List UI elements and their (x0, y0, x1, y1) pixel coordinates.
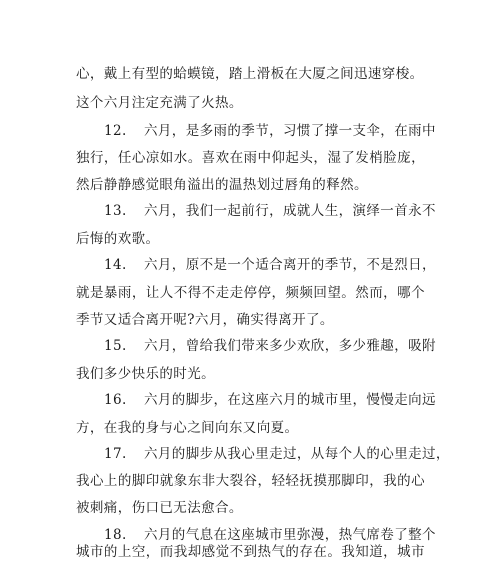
item-number: 15. (104, 338, 127, 354)
text-line: 被刺痛，伤口已无法愈合。 (76, 500, 243, 516)
item-text: 六月，原不是一个适合离开的季节，不是烈日， (144, 257, 436, 273)
item-number: 17. (104, 446, 127, 462)
text-line: 我心上的脚印就象东非大裂谷，轻轻抚摸那脚印，我的心 (76, 473, 425, 489)
text-line: 季节又适合离开呢?六月，确实得离开了。 (76, 312, 334, 328)
item-text: 六月，我们一起前行，成就人生，演绎一首永不 (144, 203, 436, 219)
item-number: 12. (104, 123, 127, 139)
item-text: 六月的脚步，在这座六月的城市里，慢慢走向远 (144, 392, 436, 408)
text-line (104, 253, 436, 277)
text-line (104, 119, 436, 143)
text-line: 我们多少快乐的时光。 (76, 366, 215, 382)
text-line: 就是暴雨，让人不得不走走停停，频频回望。然而，哪个 (76, 285, 425, 301)
text-line: 独行，任心凉如水。喜欢在雨中仰起头，湿了发梢脸庞， (76, 150, 425, 166)
text-line (104, 442, 450, 466)
text-line (104, 334, 436, 358)
item-text: 六月的气息在这座城市里弥漫，热气席卷了整个 (144, 527, 436, 543)
item-text: 六月，是多雨的季节，习惯了撑一支伞，在雨中 (144, 123, 436, 139)
text-line: 方，在我的身与心之间向东又向夏。 (76, 420, 299, 436)
text-line: 城市的上空，而我却感觉不到热气的存在。我知道，城市 (76, 544, 425, 560)
text-line (104, 199, 436, 223)
item-number: 16. (104, 392, 127, 408)
item-number: 14. (104, 257, 127, 273)
text-line: 后悔的欢歌。 (76, 231, 160, 247)
item-text: 六月的脚步从我心里走过，从每个人的心里走过， (144, 446, 450, 462)
item-text: 六月，曾给我们带来多少欢欣，多少雅趣，吸附 (144, 338, 436, 354)
item-number: 13. (104, 203, 127, 219)
text-line: 这个六月注定充满了火热。 (76, 95, 243, 111)
text-line: 心，戴上有型的蛤蟆镜，踏上滑板在大厦之间迅速穿梭。 (76, 66, 424, 82)
text-line (104, 388, 436, 412)
text-line: 然后静静感觉眼角溢出的温热划过唇角的释然。 (76, 177, 368, 193)
item-number: 18. (104, 527, 127, 543)
